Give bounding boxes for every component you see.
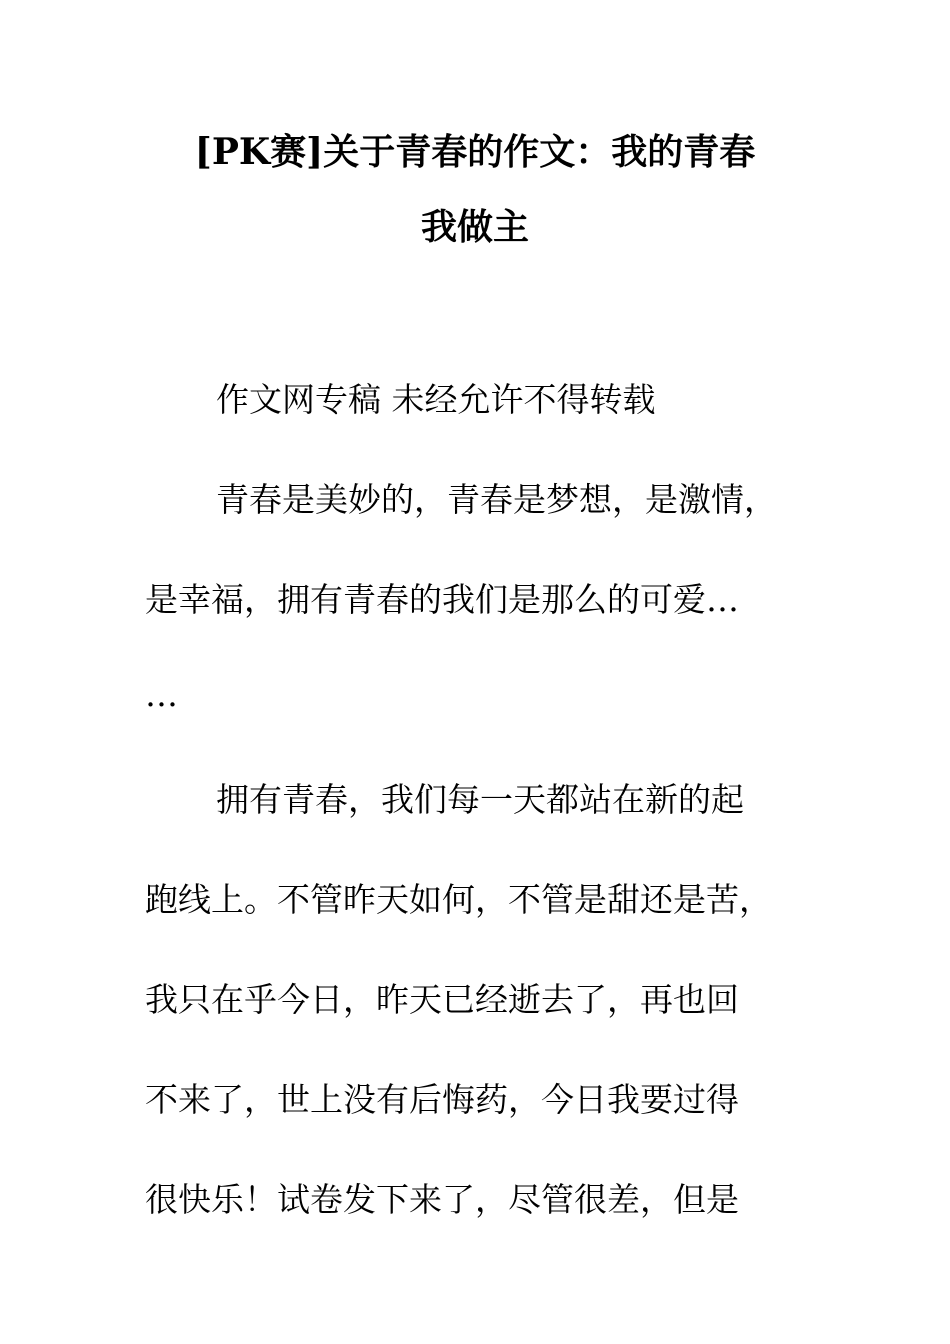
paragraph-line: 拥有青春，我们每一天都站在新的起 [216, 780, 744, 819]
paragraph-line: 不来了，世上没有后悔药，今日我要过得 [145, 1080, 739, 1119]
paragraph-line: … [145, 675, 178, 714]
paragraph-line: 是幸福，拥有青春的我们是那么的可爱… [145, 580, 739, 619]
paragraph-line: 青春是美妙的，青春是梦想，是激情， [216, 480, 777, 519]
paragraph-line: 我只在乎今日，昨天已经逝去了，再也回 [145, 980, 739, 1019]
paragraph-line: 跑线上。不管昨天如何，不管是甜还是苦， [145, 880, 772, 919]
byline-notice: 作文网专稿 未经允许不得转载 [216, 380, 656, 419]
document-title-line-1: [PK赛]关于青春的作文：我的青春 [194, 131, 756, 173]
document-title-line-2: 我做主 [420, 206, 529, 248]
paragraph-line: 很快乐！试卷发下来了，尽管很差，但是 [145, 1180, 739, 1219]
